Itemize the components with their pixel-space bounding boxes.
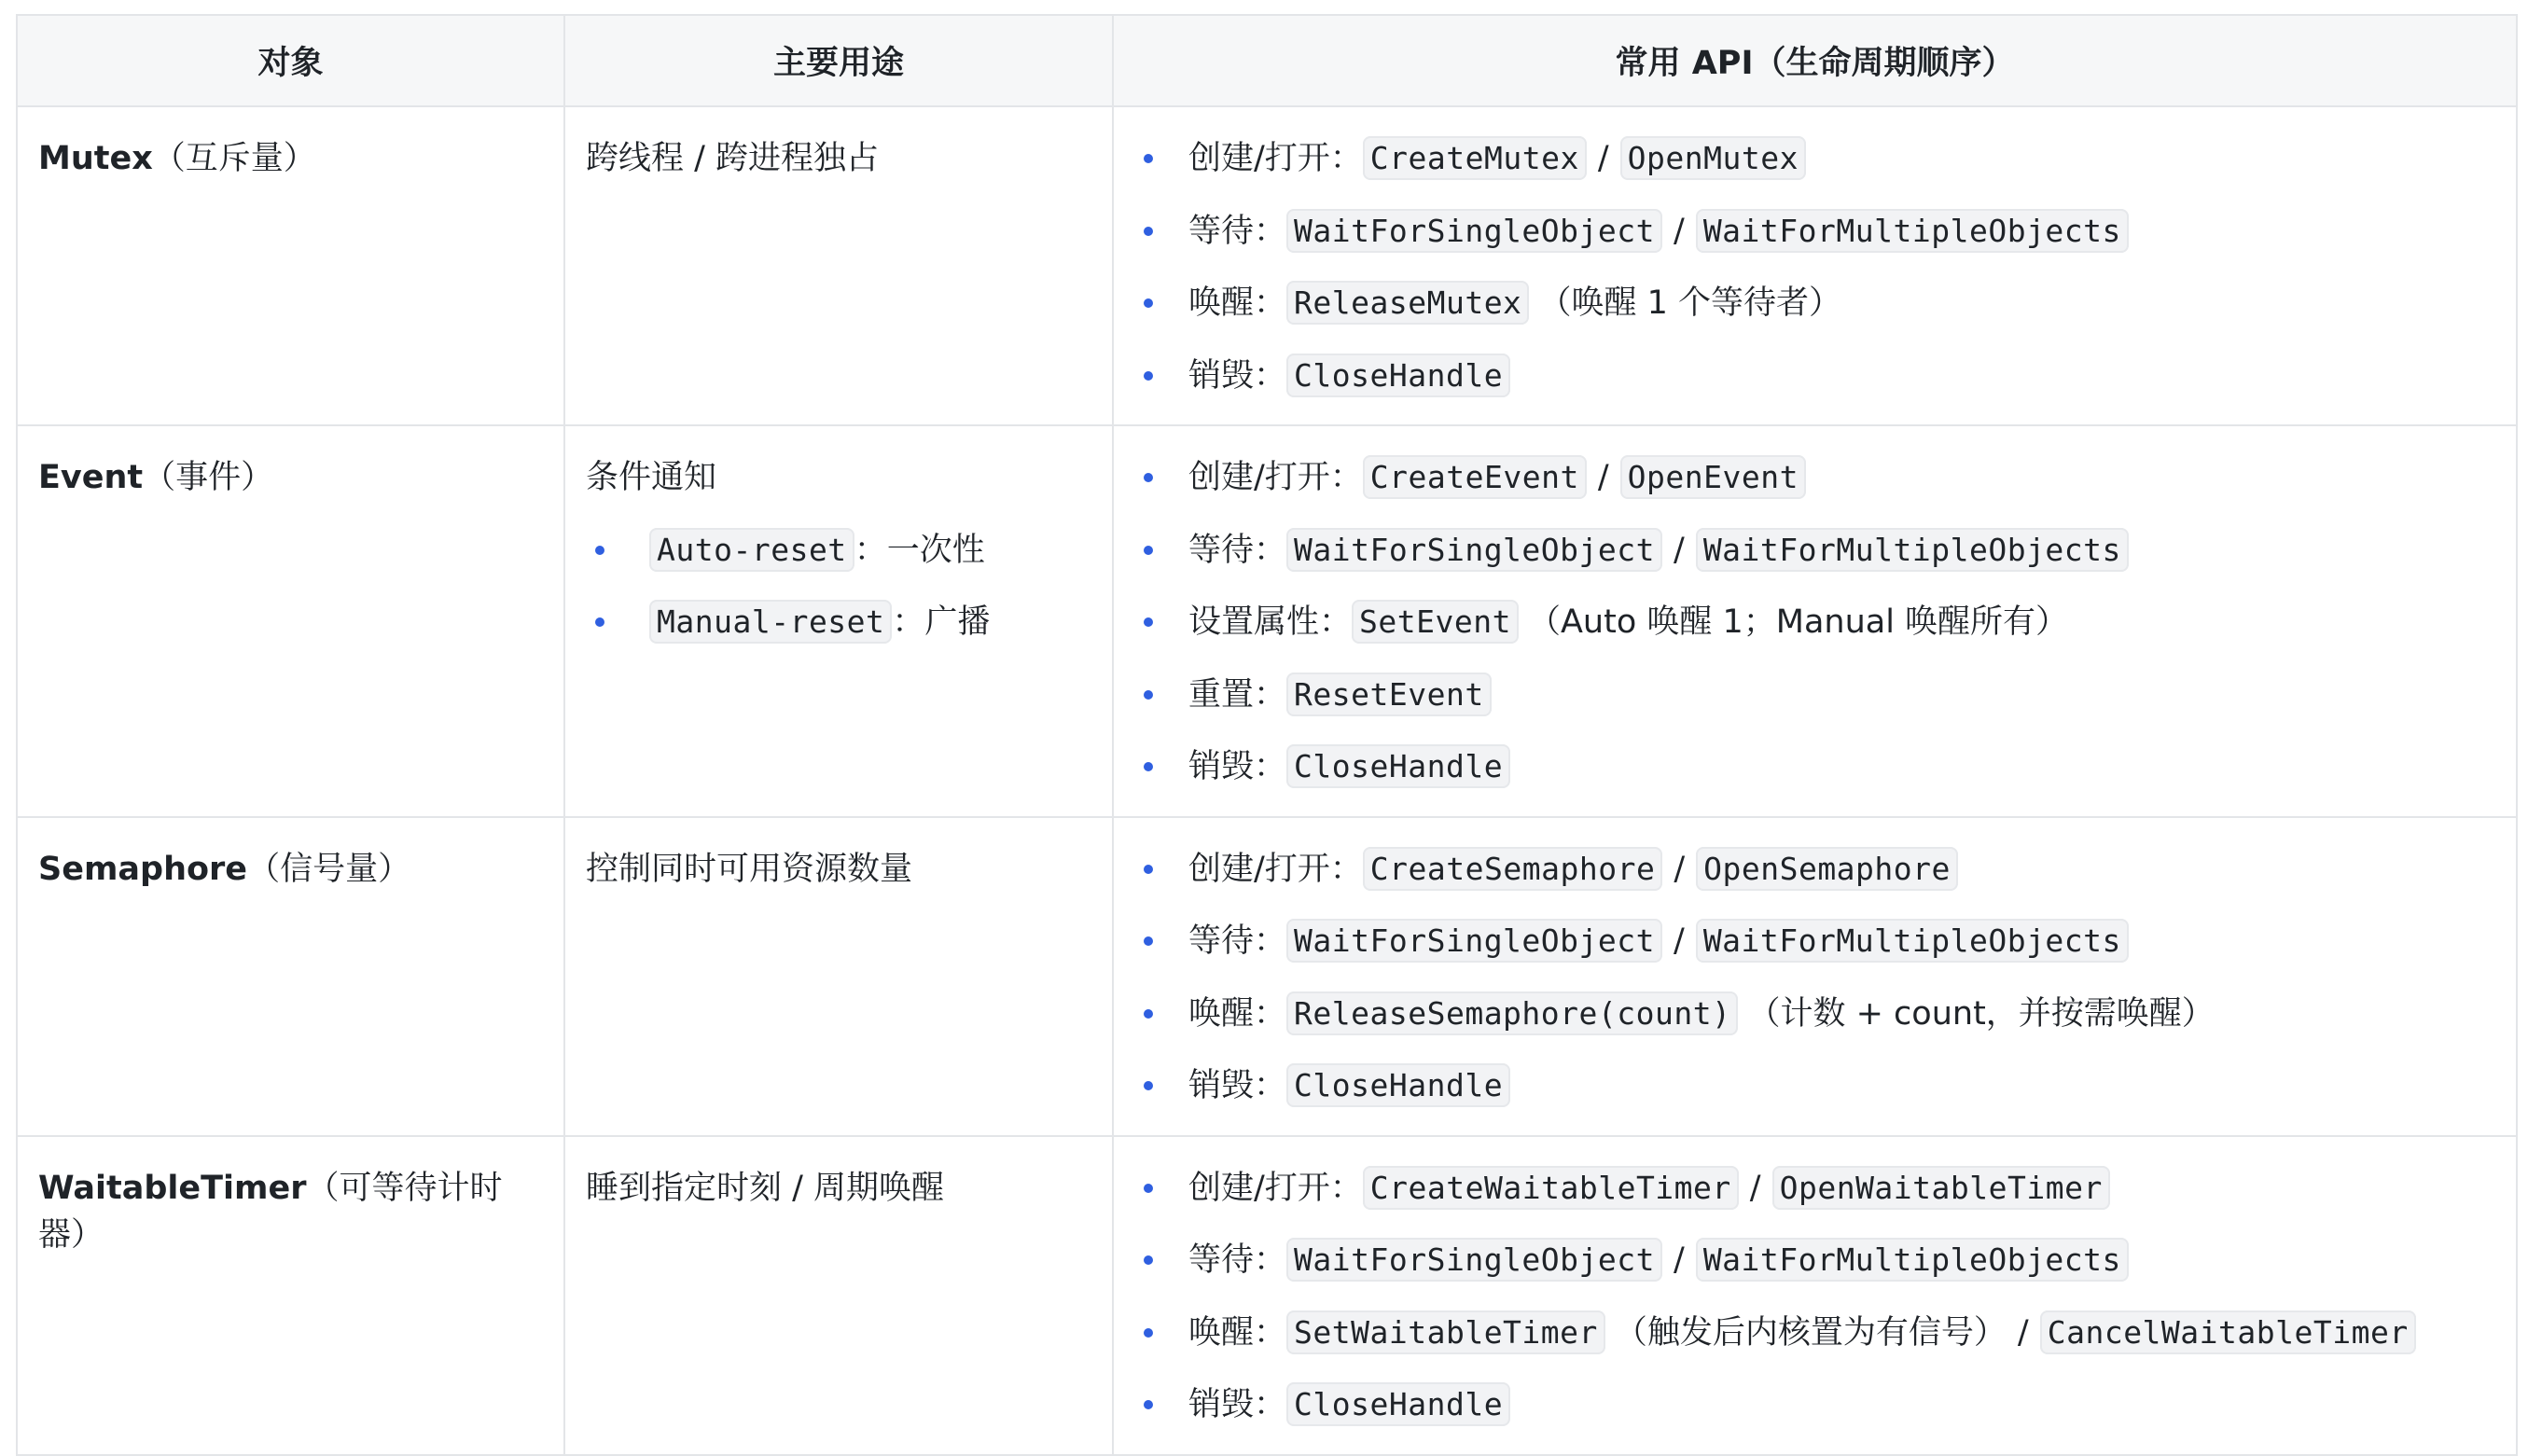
api-code: ReleaseMutex: [1286, 281, 1529, 325]
api-item: [1134, 1062, 2495, 1135]
purpose-text: 睡到指定时刻 / 周期唤醒: [586, 1169, 945, 1207]
api-separator: /: [1749, 1169, 1761, 1207]
bullet-icon: [1144, 1400, 1153, 1409]
api-note: （触发后内核置为有信号）: [1614, 1313, 2007, 1352]
api-code: CreateWaitableTimer: [1363, 1166, 1739, 1210]
purpose-item: [586, 527, 1091, 600]
purpose-text: 条件通知: [586, 459, 717, 496]
api-label: 重置：: [1188, 675, 1287, 714]
api-label: 唤醒：: [1188, 284, 1287, 322]
api-item: [1134, 527, 2495, 600]
api-code: CloseHandle: [1286, 1063, 1510, 1107]
api-separator: /: [1674, 850, 1686, 888]
api-list: [1134, 454, 2495, 816]
api-label: 销毁：: [1188, 356, 1287, 395]
object-name: Event: [38, 459, 144, 496]
api-label: 唤醒：: [1188, 994, 1287, 1033]
api-item: [1134, 743, 2495, 816]
bullet-icon: [1144, 617, 1153, 627]
api-item: [1134, 1381, 2495, 1454]
api-label: 等待：: [1188, 212, 1287, 250]
api-code: CloseHandle: [1286, 354, 1510, 397]
object-name: WaitableTimer: [38, 1169, 307, 1207]
api-code: CloseHandle: [1286, 744, 1510, 788]
api-cell: [1113, 817, 2517, 1136]
api-list: [1134, 1165, 2495, 1454]
api-item: [1134, 991, 2495, 1063]
api-cell: [1113, 1136, 2517, 1455]
object-cn-name: （可等待计时器）: [38, 1169, 503, 1254]
object-name: Mutex: [38, 140, 153, 177]
api-code: WaitForMultipleObjects: [1696, 1238, 2129, 1282]
api-code: WaitForMultipleObjects: [1696, 528, 2129, 572]
api-separator: /: [1674, 922, 1685, 960]
purpose-cell: [564, 425, 1113, 817]
bullet-icon: [1144, 1009, 1153, 1019]
header-purpose: 主要用途: [564, 15, 1113, 106]
sync-objects-table-container: [16, 14, 2516, 1423]
api-code: WaitForSingleObject: [1286, 528, 1662, 572]
purpose-item: [586, 599, 1091, 672]
api-code: WaitForSingleObject: [1286, 1238, 1662, 1282]
api-code: WaitForMultipleObjects: [1696, 209, 2129, 253]
api-item: [1134, 135, 2495, 208]
api-separator: /: [1674, 531, 1685, 569]
table-row-semaphore: [17, 817, 2517, 1136]
bullet-icon: [1144, 1328, 1153, 1338]
api-item: [1134, 280, 2495, 353]
api-label: 销毁：: [1188, 1067, 1287, 1104]
api-code: WaitForSingleObject: [1286, 919, 1662, 963]
api-label: 创建/打开：: [1188, 850, 1363, 888]
api-label: 销毁：: [1188, 748, 1287, 785]
api-code: CloseHandle: [1286, 1382, 1510, 1426]
api-code: OpenSemaphore: [1696, 847, 1958, 891]
purpose-list: [586, 527, 1091, 672]
purpose-cell: [564, 817, 1113, 1136]
bullet-icon: [1144, 690, 1153, 700]
api-label: 等待：: [1188, 922, 1287, 960]
api-code: CreateEvent: [1363, 455, 1587, 499]
api-label: 唤醒：: [1188, 1313, 1287, 1352]
api-separator: /: [1597, 459, 1609, 496]
api-code: CreateSemaphore: [1363, 847, 1663, 891]
bullet-icon: [1144, 546, 1153, 555]
bullet-icon: [1144, 1081, 1153, 1090]
api-code: OpenMutex: [1620, 136, 1806, 180]
bullet-icon: [1144, 936, 1153, 946]
api-item: [1134, 672, 2495, 744]
purpose-cell: [564, 1136, 1113, 1455]
api-item: [1134, 208, 2495, 281]
api-label: 销毁：: [1188, 1386, 1287, 1423]
api-code: ReleaseSemaphore(count): [1286, 991, 1738, 1035]
api-code: OpenEvent: [1620, 455, 1806, 499]
api-label: 创建/打开：: [1188, 140, 1363, 177]
bullet-icon: [1144, 762, 1153, 771]
api-item: [1134, 599, 2495, 672]
api-item: [1134, 353, 2495, 425]
api-label: 创建/打开：: [1188, 1169, 1363, 1207]
object-cn-name: （互斥量）: [152, 140, 316, 177]
api-note: （计数 + count，并按需唤醒）: [1747, 994, 2215, 1033]
api-code: WaitForMultipleObjects: [1696, 919, 2129, 963]
object-cn-name: （信号量）: [247, 850, 411, 888]
bullet-icon: [1144, 371, 1153, 381]
bullet-icon: [1144, 298, 1153, 308]
api-note: （Auto 唤醒 1；Manual 唤醒所有）: [1527, 603, 2069, 641]
header-api: 常用 API（生命周期顺序）: [1113, 15, 2517, 106]
purpose-text: 控制同时可用资源数量: [586, 850, 913, 888]
api-item: [1134, 846, 2495, 919]
api-label: 等待：: [1188, 1241, 1287, 1279]
api-label: 等待：: [1188, 531, 1287, 569]
api-item: [1134, 1310, 2495, 1382]
table-row-mutex: [17, 106, 2517, 425]
purpose-code: Auto-reset: [649, 528, 854, 572]
api-code: CancelWaitableTimer: [2040, 1310, 2416, 1354]
api-item: [1134, 1165, 2495, 1238]
table-header-row: [17, 15, 2517, 106]
api-code: SetEvent: [1352, 600, 1519, 644]
bullet-icon: [1144, 1255, 1153, 1265]
sync-objects-table: [16, 14, 2518, 1456]
api-note: （唤醒 1 个等待者）: [1538, 284, 1841, 322]
table-row-waitabletimer: [17, 1136, 2517, 1455]
api-separator: /: [1674, 1241, 1685, 1279]
object-cell: [17, 425, 564, 817]
api-separator: /: [1674, 212, 1685, 250]
bullet-icon: [1144, 1184, 1153, 1193]
api-item: [1134, 454, 2495, 527]
bullet-icon: [1144, 227, 1153, 236]
object-cn-name: （事件）: [143, 459, 274, 496]
purpose-cell: [564, 106, 1113, 425]
header-object: 对象: [17, 15, 564, 106]
api-list: [1134, 846, 2495, 1135]
api-label: 设置属性：: [1188, 603, 1353, 641]
bullet-icon: [1144, 154, 1153, 163]
object-cell: [17, 106, 564, 425]
api-item: [1134, 1237, 2495, 1310]
api-cell: [1113, 425, 2517, 817]
api-code: SetWaitableTimer: [1286, 1310, 1605, 1354]
api-code: WaitForSingleObject: [1286, 209, 1662, 253]
object-cell: [17, 817, 564, 1136]
purpose-text: 跨线程 / 跨进程独占: [586, 140, 880, 177]
api-label: 创建/打开：: [1188, 459, 1363, 496]
table-row-event: [17, 425, 2517, 817]
api-item: [1134, 918, 2495, 991]
bullet-icon: [595, 546, 604, 555]
api-separator: /: [2017, 1313, 2029, 1352]
purpose-item-text: ：广播: [892, 603, 991, 641]
api-code: OpenWaitableTimer: [1772, 1166, 2110, 1210]
api-code: ResetEvent: [1286, 673, 1492, 716]
api-separator: /: [1597, 140, 1609, 177]
bullet-icon: [595, 617, 604, 627]
object-name: Semaphore: [38, 850, 248, 888]
object-cell: [17, 1136, 564, 1455]
purpose-code: Manual-reset: [649, 600, 892, 644]
bullet-icon: [1144, 865, 1153, 874]
api-code: CreateMutex: [1363, 136, 1587, 180]
bullet-icon: [1144, 473, 1153, 482]
purpose-item-text: ：一次性: [854, 531, 985, 569]
api-cell: [1113, 106, 2517, 425]
api-list: [1134, 135, 2495, 424]
